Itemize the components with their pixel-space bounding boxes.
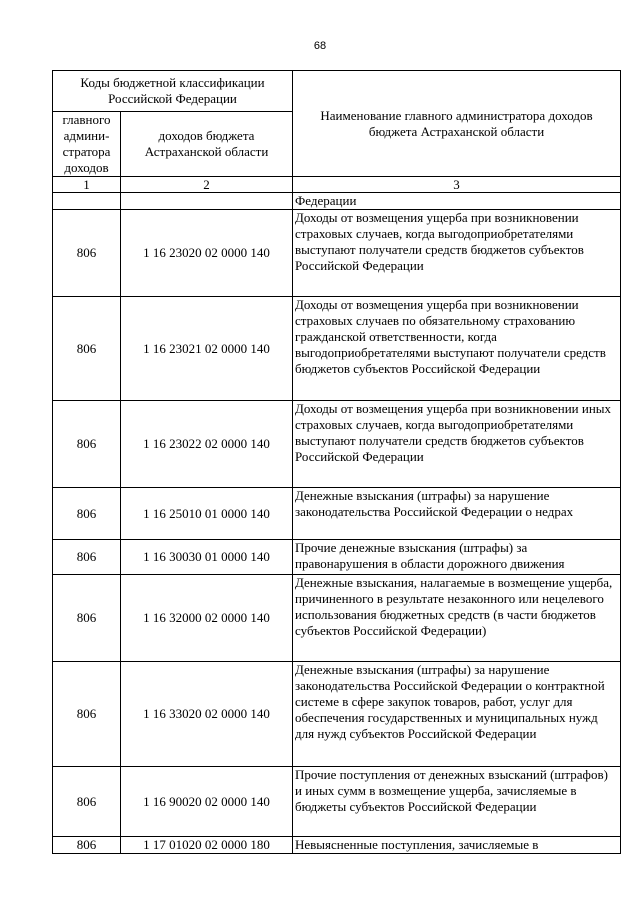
header-administrator-name: Наименование главного администратора доходов бюджета Астраханской области <box>293 71 621 177</box>
revenue-name-cell: Федерации <box>293 193 621 210</box>
header-classification-codes: Коды бюджетной классификации Российской Федерации <box>53 71 293 112</box>
revenue-name-cell: Прочие поступления от денежных взысканий (штрафов) и иных сумм в возмещение ущерба, зачисляемые в бюджеты субъектов Российской Федерации <box>293 767 621 837</box>
admin-code-cell: 806 <box>53 488 121 540</box>
table-row <box>53 767 621 837</box>
table-row <box>53 297 621 401</box>
revenue-name-cell: Доходы от возмещения ущерба при возникновении страховых случаев по обязательному страхованию гражданской ответственности, когда выгодоприобретателями выступают получатели средств бюджетов субъектов Российской Федерации <box>293 297 621 401</box>
admin-code-cell: 806 <box>53 662 121 767</box>
revenue-name-cell: Денежные взыскания (штрафы) за нарушение законодательства Российской Федерации о контрактной системе в сфере закупок товаров, работ, услуг для обеспечения государственных и муниципальных нужд для нужд субъектов Российской Федерации <box>293 662 621 767</box>
admin-code-cell: 806 <box>53 210 121 297</box>
revenue-name-cell: Денежные взыскания (штрафы) за нарушение законодательства Российской Федерации о недрах <box>293 488 621 540</box>
table-row <box>53 662 621 767</box>
header-budget-revenue: доходов бюджета Астраханской области <box>121 112 293 177</box>
table-row <box>53 837 621 854</box>
revenue-admin-table <box>52 70 621 854</box>
admin-code-cell: 806 <box>53 540 121 575</box>
table-row <box>53 488 621 540</box>
table-row <box>53 401 621 488</box>
budget-code-cell: 1 16 90020 02 0000 140 <box>121 767 293 837</box>
revenue-name-cell: Невыясненные поступления, зачисляемые в <box>293 837 621 854</box>
budget-code-cell: 1 17 01020 02 0000 180 <box>121 837 293 854</box>
table-row <box>53 575 621 662</box>
admin-code-cell: 806 <box>53 401 121 488</box>
budget-code-cell: 1 16 23021 02 0000 140 <box>121 297 293 401</box>
budget-code-cell: 1 16 30030 01 0000 140 <box>121 540 293 575</box>
column-number-2: 2 <box>121 177 293 193</box>
budget-code-cell: 1 16 25010 01 0000 140 <box>121 488 293 540</box>
revenue-name-cell: Прочие денежные взыскания (штрафы) за правонарушения в области дорожного движения <box>293 540 621 575</box>
budget-code-cell <box>121 193 293 210</box>
budget-code-cell: 1 16 33020 02 0000 140 <box>121 662 293 767</box>
admin-code-cell <box>53 193 121 210</box>
admin-code-cell: 806 <box>53 575 121 662</box>
page-number: 68 <box>313 40 327 52</box>
header-main-administrator: главного админи-стратора доходов <box>53 112 121 177</box>
revenue-name-cell: Доходы от возмещения ущерба при возникновении иных страховых случаев, когда выгодоприобретателями выступают получатели средств бюджетов субъектов Российской Федерации <box>293 401 621 488</box>
budget-code-cell: 1 16 23022 02 0000 140 <box>121 401 293 488</box>
budget-code-cell: 1 16 23020 02 0000 140 <box>121 210 293 297</box>
revenue-name-cell: Денежные взыскания, налагаемые в возмещение ущерба, причиненного в результате незаконного или нецелевого использования бюджетных средств (в части бюджетов субъектов Российской Федерации) <box>293 575 621 662</box>
column-number-3: 3 <box>293 177 621 193</box>
admin-code-cell: 806 <box>53 767 121 837</box>
revenue-name-cell: Доходы от возмещения ущерба при возникновении страховых случаев, когда выгодоприобретателями выступают получатели средств бюджетов субъектов Российской Федерации <box>293 210 621 297</box>
table-row <box>53 210 621 297</box>
table-row <box>53 540 621 575</box>
table-row <box>53 193 621 210</box>
admin-code-cell: 806 <box>53 837 121 854</box>
admin-code-cell: 806 <box>53 297 121 401</box>
budget-code-cell: 1 16 32000 02 0000 140 <box>121 575 293 662</box>
column-number-1: 1 <box>53 177 121 193</box>
